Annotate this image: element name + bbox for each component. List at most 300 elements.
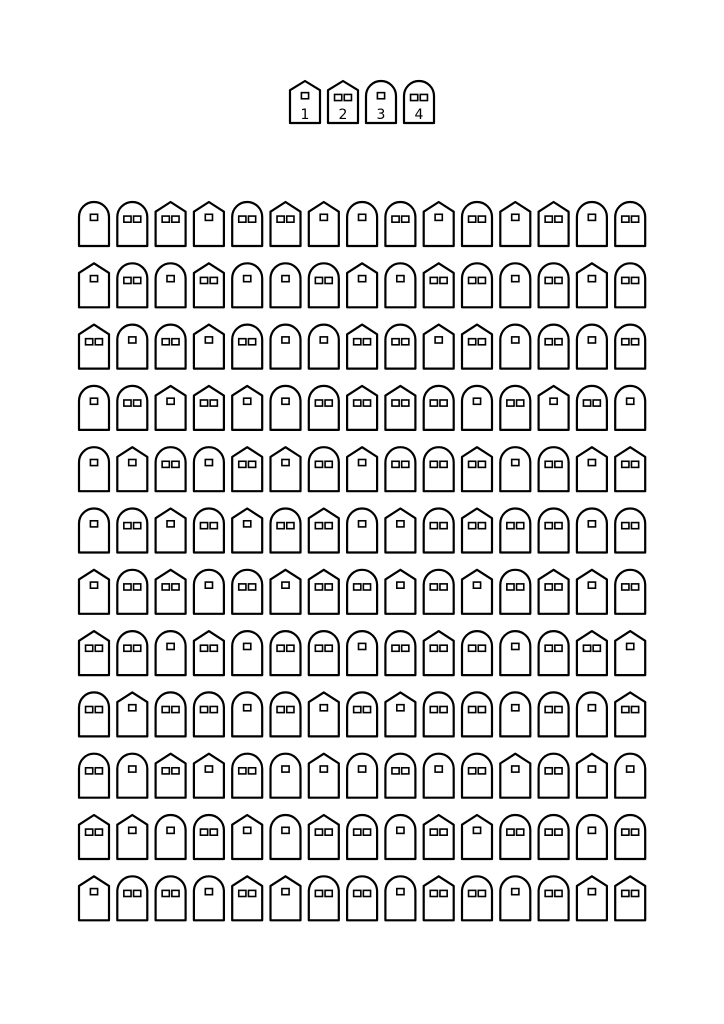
window-icon (325, 829, 332, 835)
grid-house (500, 876, 530, 920)
window-icon (134, 645, 141, 651)
window-icon (588, 214, 595, 220)
house-outline (424, 325, 454, 369)
grid-house (194, 876, 224, 920)
house-outline (424, 754, 454, 798)
grid-house (271, 692, 301, 736)
window-icon (248, 584, 255, 590)
house-outline (347, 631, 377, 675)
grid-house (615, 447, 645, 491)
grid-house (385, 692, 415, 736)
grid-house (232, 509, 262, 553)
house-outline (271, 325, 301, 369)
house-outline (462, 386, 492, 430)
window-icon (430, 523, 437, 529)
house-outline (117, 692, 147, 736)
window-icon (473, 582, 480, 588)
window-icon (167, 643, 174, 649)
window-icon (469, 216, 476, 222)
grid-house (385, 631, 415, 675)
grid-house (232, 325, 262, 369)
house-outline (309, 754, 339, 798)
house-outline (309, 263, 339, 307)
window-icon (134, 277, 141, 283)
window-icon (512, 889, 519, 895)
window-icon (622, 461, 629, 467)
house-outline (232, 447, 262, 491)
house-outline (385, 876, 415, 920)
grid-house (79, 325, 109, 369)
window-icon (359, 214, 366, 220)
house-outline (500, 509, 530, 553)
house-outline (194, 447, 224, 491)
key-house-1 (290, 81, 320, 123)
window-icon (287, 645, 294, 651)
grid-house (385, 202, 415, 246)
house-outline (156, 202, 186, 246)
window-icon (248, 216, 255, 222)
grid-house (385, 263, 415, 307)
house-outline (615, 631, 645, 675)
window-icon (469, 277, 476, 283)
window-icon (359, 459, 366, 465)
window-icon (90, 276, 97, 282)
window-icon (287, 216, 294, 222)
grid-house (577, 815, 607, 859)
window-icon (478, 339, 485, 345)
window-icon (95, 645, 102, 651)
window-icon (469, 768, 476, 774)
house-outline (79, 815, 109, 859)
grid-house (424, 754, 454, 798)
window-icon (588, 276, 595, 282)
grid-house (232, 631, 262, 675)
window-icon (124, 523, 131, 529)
key-house-3 (366, 81, 396, 123)
house-outline (79, 202, 109, 246)
house-outline (424, 509, 454, 553)
grid-house (462, 263, 492, 307)
grid-house (385, 386, 415, 430)
window-icon (210, 829, 217, 835)
house-outline (462, 631, 492, 675)
window-icon (435, 214, 442, 220)
grid-house (156, 386, 186, 430)
window-icon (167, 827, 174, 833)
house-outline (309, 202, 339, 246)
window-icon (134, 400, 141, 406)
grid-house (577, 263, 607, 307)
grid-house (500, 447, 530, 491)
grid-house (271, 263, 301, 307)
grid-house (309, 570, 339, 614)
grid-house (615, 876, 645, 920)
house-outline (539, 692, 569, 736)
grid-house (117, 325, 147, 369)
grid-house (385, 876, 415, 920)
house-outline (539, 509, 569, 553)
house-grid (79, 202, 645, 920)
house-outline (309, 447, 339, 491)
grid-house (500, 815, 530, 859)
window-icon (354, 706, 361, 712)
house-outline (79, 325, 109, 369)
grid-house (117, 509, 147, 553)
house-outline (577, 815, 607, 859)
house-outline (462, 570, 492, 614)
window-icon (282, 276, 289, 282)
house-outline (156, 263, 186, 307)
window-icon (277, 216, 284, 222)
window-icon (277, 523, 284, 529)
window-icon (397, 889, 404, 895)
window-icon (363, 706, 370, 712)
window-icon (622, 277, 629, 283)
grid-house (462, 325, 492, 369)
window-icon (320, 337, 327, 343)
window-icon (200, 706, 207, 712)
window-icon (435, 766, 442, 772)
grid-house (117, 754, 147, 798)
window-icon (555, 339, 562, 345)
window-icon (469, 339, 476, 345)
grid-house (271, 876, 301, 920)
window-icon (440, 706, 447, 712)
house-outline (385, 754, 415, 798)
window-icon (478, 768, 485, 774)
grid-house (271, 509, 301, 553)
house-outline (347, 447, 377, 491)
window-icon (583, 645, 590, 651)
window-icon (124, 584, 131, 590)
window-icon (124, 400, 131, 406)
window-icon (588, 459, 595, 465)
grid-house (194, 447, 224, 491)
window-icon (469, 890, 476, 896)
window-icon (277, 645, 284, 651)
window-icon (134, 890, 141, 896)
house-outline (309, 815, 339, 859)
house-outline (347, 815, 377, 859)
house-outline (194, 509, 224, 553)
window-icon (244, 398, 251, 404)
grid-house (462, 815, 492, 859)
window-icon (440, 645, 447, 651)
window-icon (555, 277, 562, 283)
grid-house (79, 815, 109, 859)
window-icon (517, 829, 524, 835)
window-icon (478, 706, 485, 712)
window-icon (363, 400, 370, 406)
grid-house (539, 325, 569, 369)
window-icon (363, 890, 370, 896)
window-icon (325, 523, 332, 529)
window-icon (301, 93, 308, 99)
house-outline (271, 692, 301, 736)
window-icon (402, 461, 409, 467)
house-outline (117, 754, 147, 798)
window-icon (200, 829, 207, 835)
window-icon (354, 584, 361, 590)
key-number-label: 1 (300, 107, 310, 123)
window-icon (282, 337, 289, 343)
grid-house (462, 692, 492, 736)
house-outline (232, 815, 262, 859)
window-icon (478, 645, 485, 651)
window-icon (200, 523, 207, 529)
window-icon (363, 829, 370, 835)
grid-house (232, 202, 262, 246)
window-icon (239, 216, 246, 222)
window-icon (478, 216, 485, 222)
house-outline (232, 876, 262, 920)
window-icon (325, 461, 332, 467)
house-outline (194, 386, 224, 430)
house-outline (539, 325, 569, 369)
grid-house (424, 570, 454, 614)
grid-house (615, 692, 645, 736)
house-outline (424, 447, 454, 491)
house-outline (385, 509, 415, 553)
house-outline (385, 202, 415, 246)
window-icon (86, 339, 93, 345)
window-icon (588, 889, 595, 895)
house-outline (232, 754, 262, 798)
window-icon (124, 890, 131, 896)
house-outline (500, 447, 530, 491)
key-house-4 (404, 81, 434, 123)
window-icon (397, 276, 404, 282)
window-icon (239, 768, 246, 774)
house-outline (117, 631, 147, 675)
window-icon (555, 645, 562, 651)
grid-house (577, 754, 607, 798)
house-outline (347, 386, 377, 430)
house-outline (232, 570, 262, 614)
window-icon (167, 521, 174, 527)
window-icon (129, 827, 136, 833)
window-icon (545, 768, 552, 774)
window-icon (512, 337, 519, 343)
grid-house (79, 754, 109, 798)
grid-house (615, 631, 645, 675)
window-icon (469, 461, 476, 467)
grid-house (347, 570, 377, 614)
grid-house (79, 692, 109, 736)
house-outline (156, 631, 186, 675)
house-outline (462, 692, 492, 736)
house-outline (577, 692, 607, 736)
house-outline (385, 386, 415, 430)
window-icon (315, 890, 322, 896)
grid-house (424, 447, 454, 491)
grid-house (539, 631, 569, 675)
window-icon (95, 339, 102, 345)
window-icon (354, 400, 361, 406)
window-icon (392, 645, 399, 651)
house-outline (232, 386, 262, 430)
house-outline (271, 876, 301, 920)
window-icon (134, 523, 141, 529)
window-icon (402, 768, 409, 774)
grid-house (194, 386, 224, 430)
window-icon (282, 459, 289, 465)
grid-house (271, 447, 301, 491)
house-outline (577, 263, 607, 307)
window-icon (205, 214, 212, 220)
grid-house (347, 202, 377, 246)
window-icon (162, 584, 169, 590)
house-outline (500, 202, 530, 246)
grid-house (615, 202, 645, 246)
grid-house (347, 876, 377, 920)
grid-house (577, 447, 607, 491)
window-icon (239, 339, 246, 345)
grid-house (539, 386, 569, 430)
window-icon (555, 584, 562, 590)
house-outline (309, 876, 339, 920)
house-outline (156, 325, 186, 369)
house-outline (539, 263, 569, 307)
grid-house (424, 815, 454, 859)
window-icon (440, 523, 447, 529)
grid-house (424, 263, 454, 307)
grid-house (500, 509, 530, 553)
window-icon (622, 216, 629, 222)
window-icon (622, 339, 629, 345)
grid-house (615, 754, 645, 798)
grid-house (117, 815, 147, 859)
window-icon (162, 706, 169, 712)
window-icon (473, 827, 480, 833)
grid-house (309, 202, 339, 246)
window-icon (248, 890, 255, 896)
grid-house (271, 386, 301, 430)
window-icon (627, 643, 634, 649)
house-outline (577, 754, 607, 798)
house-outline (309, 386, 339, 430)
house-outline (500, 325, 530, 369)
window-icon (205, 889, 212, 895)
grid-house (615, 325, 645, 369)
window-icon (545, 584, 552, 590)
grid-house (385, 509, 415, 553)
grid-house (194, 570, 224, 614)
grid-house (500, 631, 530, 675)
window-icon (172, 890, 179, 896)
window-icon (631, 890, 638, 896)
window-icon (287, 706, 294, 712)
grid-house (424, 509, 454, 553)
grid-house (385, 325, 415, 369)
grid-house (347, 692, 377, 736)
window-icon (392, 216, 399, 222)
grid-house (347, 815, 377, 859)
grid-house (385, 815, 415, 859)
house-outline (194, 815, 224, 859)
grid-house (500, 692, 530, 736)
grid-house (424, 202, 454, 246)
grid-house (156, 447, 186, 491)
grid-house (271, 202, 301, 246)
house-outline (539, 815, 569, 859)
window-icon (172, 706, 179, 712)
key-number-label: 3 (376, 107, 386, 123)
window-icon (507, 523, 514, 529)
window-icon (512, 705, 519, 711)
grid-house (462, 447, 492, 491)
grid-house (79, 876, 109, 920)
window-icon (440, 890, 447, 896)
window-icon (430, 706, 437, 712)
house-outline (615, 509, 645, 553)
grid-house (500, 386, 530, 430)
house-outline (271, 815, 301, 859)
window-icon (469, 523, 476, 529)
window-icon (555, 829, 562, 835)
house-outline (156, 386, 186, 430)
grid-house (577, 692, 607, 736)
house-outline (271, 447, 301, 491)
house-outline (117, 509, 147, 553)
window-icon (631, 523, 638, 529)
key-number-label: 2 (338, 107, 348, 123)
house-outline (156, 876, 186, 920)
grid-house (271, 325, 301, 369)
house-outline (539, 570, 569, 614)
house-outline (500, 631, 530, 675)
grid-house (79, 631, 109, 675)
window-icon (86, 829, 93, 835)
window-icon (90, 582, 97, 588)
house-key-legend (290, 81, 434, 123)
house-outline (232, 263, 262, 307)
grid-house (424, 692, 454, 736)
grid-house (271, 815, 301, 859)
key-house-2 (328, 81, 358, 123)
grid-house (117, 386, 147, 430)
grid-house (539, 202, 569, 246)
house-outline (156, 692, 186, 736)
house-outline (271, 570, 301, 614)
window-icon (354, 829, 361, 835)
house-outline (232, 631, 262, 675)
grid-house (156, 876, 186, 920)
house-outline (385, 692, 415, 736)
window-icon (359, 766, 366, 772)
window-icon (402, 216, 409, 222)
house-outline (500, 263, 530, 307)
house-outline (539, 447, 569, 491)
house-outline (117, 202, 147, 246)
grid-house (194, 263, 224, 307)
house-outline (500, 386, 530, 430)
grid-house (462, 754, 492, 798)
window-icon (325, 890, 332, 896)
window-icon (397, 705, 404, 711)
window-icon (631, 339, 638, 345)
window-icon (315, 523, 322, 529)
window-icon (478, 277, 485, 283)
house-outline (117, 876, 147, 920)
grid-house (79, 509, 109, 553)
window-icon (440, 461, 447, 467)
house-outline (194, 202, 224, 246)
window-icon (320, 214, 327, 220)
grid-house (79, 570, 109, 614)
grid-house (194, 202, 224, 246)
window-icon (325, 277, 332, 283)
